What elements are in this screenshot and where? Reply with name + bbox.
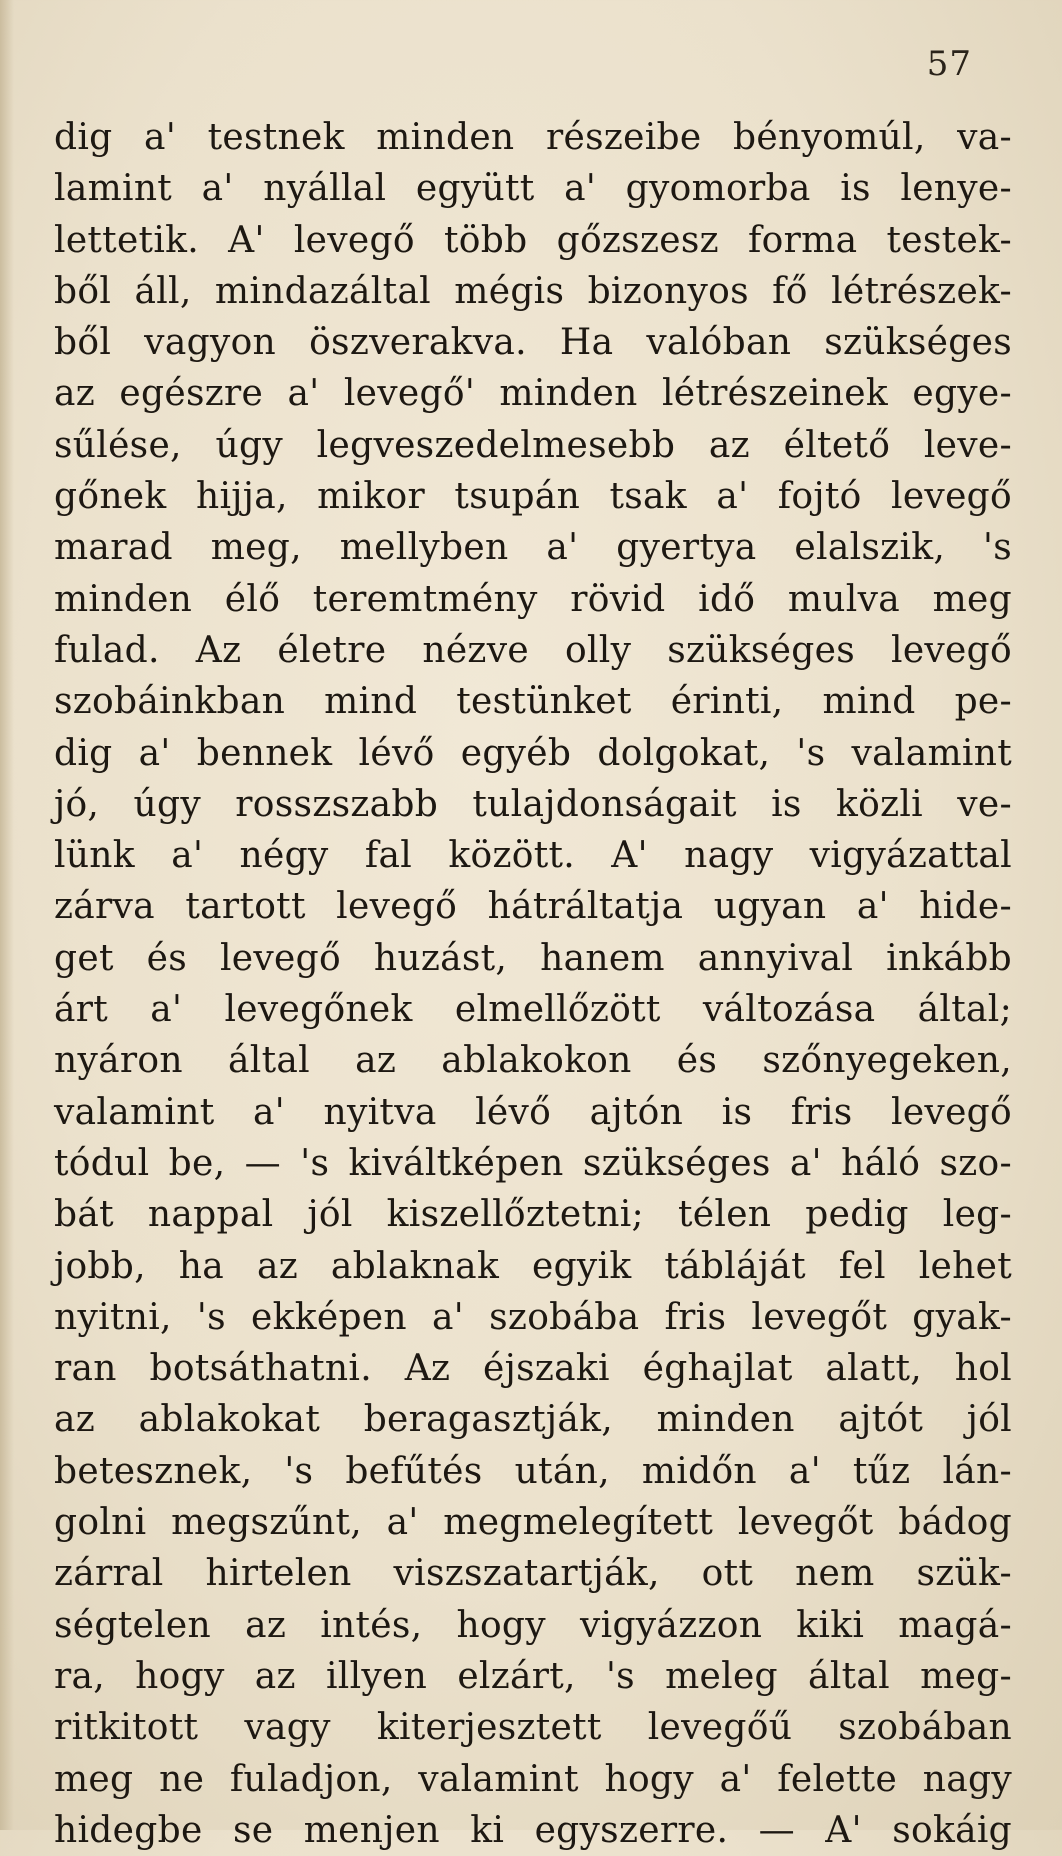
body-text (54, 112, 1012, 1856)
text-line: sűlése, úgy legveszedelmesebb az éltető leve- (54, 424, 1012, 466)
text-line: minden élő teremtmény rövid idő mulva meg (54, 578, 1012, 620)
text-line: betesznek, 's befűtés után, midőn a' tűz lán- (54, 1450, 1012, 1492)
text-line: nyáron által az ablakokon és szőnyegeken, (54, 1040, 1012, 1082)
text-line: dig a' bennek lévő egyéb dolgokat, 's valamint (54, 732, 1012, 774)
text-line: ből vagyon öszverakva. Ha valóban szükséges (54, 322, 1012, 364)
text-line: lünk a' négy fal között. A' nagy vigyázattal (54, 835, 1012, 877)
text-line: fulad. Az életre nézve olly szükséges levegő (54, 629, 1012, 671)
text-line: ségtelen az intés, hogy vigyázzon kiki magá- (54, 1604, 1012, 1646)
text-line: valamint a' nyitva lévő ajtón is fris levegő (54, 1091, 1012, 1133)
text-line: golni megszűnt, a' megmelegített levegőt bádog (54, 1502, 1012, 1544)
text-line: dig a' testnek minden részeibe bényomúl, va- (54, 117, 1012, 158)
page-gutter-shadow (0, 0, 14, 1830)
text-line: marad meg, mellyben a' gyertya elalszik, 's (54, 527, 1012, 569)
text-line: bát nappal jól kiszellőztetni; télen pedig leg- (54, 1194, 1012, 1236)
text-line: ritkitott vagy kiterjesztett levegőű szobában (54, 1707, 1012, 1749)
text-line: hidegbe se menjen ki egyszerre. — A' sokáig (54, 1809, 1012, 1851)
text-line: zárva tartott levegő hátráltatja ugyan a' hide- (54, 886, 1012, 928)
page-number: 57 (926, 44, 972, 84)
text-line: jobb, ha az ablaknak egyik tábláját fel lehet (54, 1245, 1012, 1287)
text-line: tódul be, — 's kiváltképen szükséges a' háló szo- (54, 1142, 1012, 1184)
text-line: lettetik. A' levegő több gőzszesz forma testek- (54, 219, 1012, 261)
text-line: lamint a' nyállal együtt a' gyomorba is lenye- (54, 168, 1012, 210)
text-line: ra, hogy az illyen elzárt, 's meleg által meg- (54, 1655, 1012, 1697)
text-line: ből áll, mindazáltal mégis bizonyos fő létrészek- (54, 270, 1012, 312)
text-line: az egészre a' levegő' minden létrészeinek egye- (54, 373, 1012, 415)
text-line: ran botsáthatni. Az éjszaki éghajlat alatt, hol (54, 1348, 1012, 1390)
text-line: get és levegő huzást, hanem annyival inkább (54, 937, 1012, 979)
text-line: szobáinkban mind testünket érinti, mind pe- (54, 681, 1012, 723)
text-line: az ablakokat beragasztják, minden ajtót jól (54, 1399, 1012, 1441)
text-line: gőnek hijja, mikor tsupán tsak a' fojtó levegő (54, 476, 1012, 518)
text-line: árt a' levegőnek elmellőzött változása által; (54, 989, 1012, 1031)
text-line: jó, úgy rosszszabb tulajdonságait is közli ve- (54, 783, 1012, 825)
text-line: nyitni, 's ekképen a' szobába fris levegőt gyak- (54, 1296, 1012, 1338)
text-line: meg ne fuladjon, valamint hogy a' felette nagy (54, 1758, 1012, 1800)
text-line: zárral hirtelen viszszatartják, ott nem szük- (54, 1553, 1012, 1595)
